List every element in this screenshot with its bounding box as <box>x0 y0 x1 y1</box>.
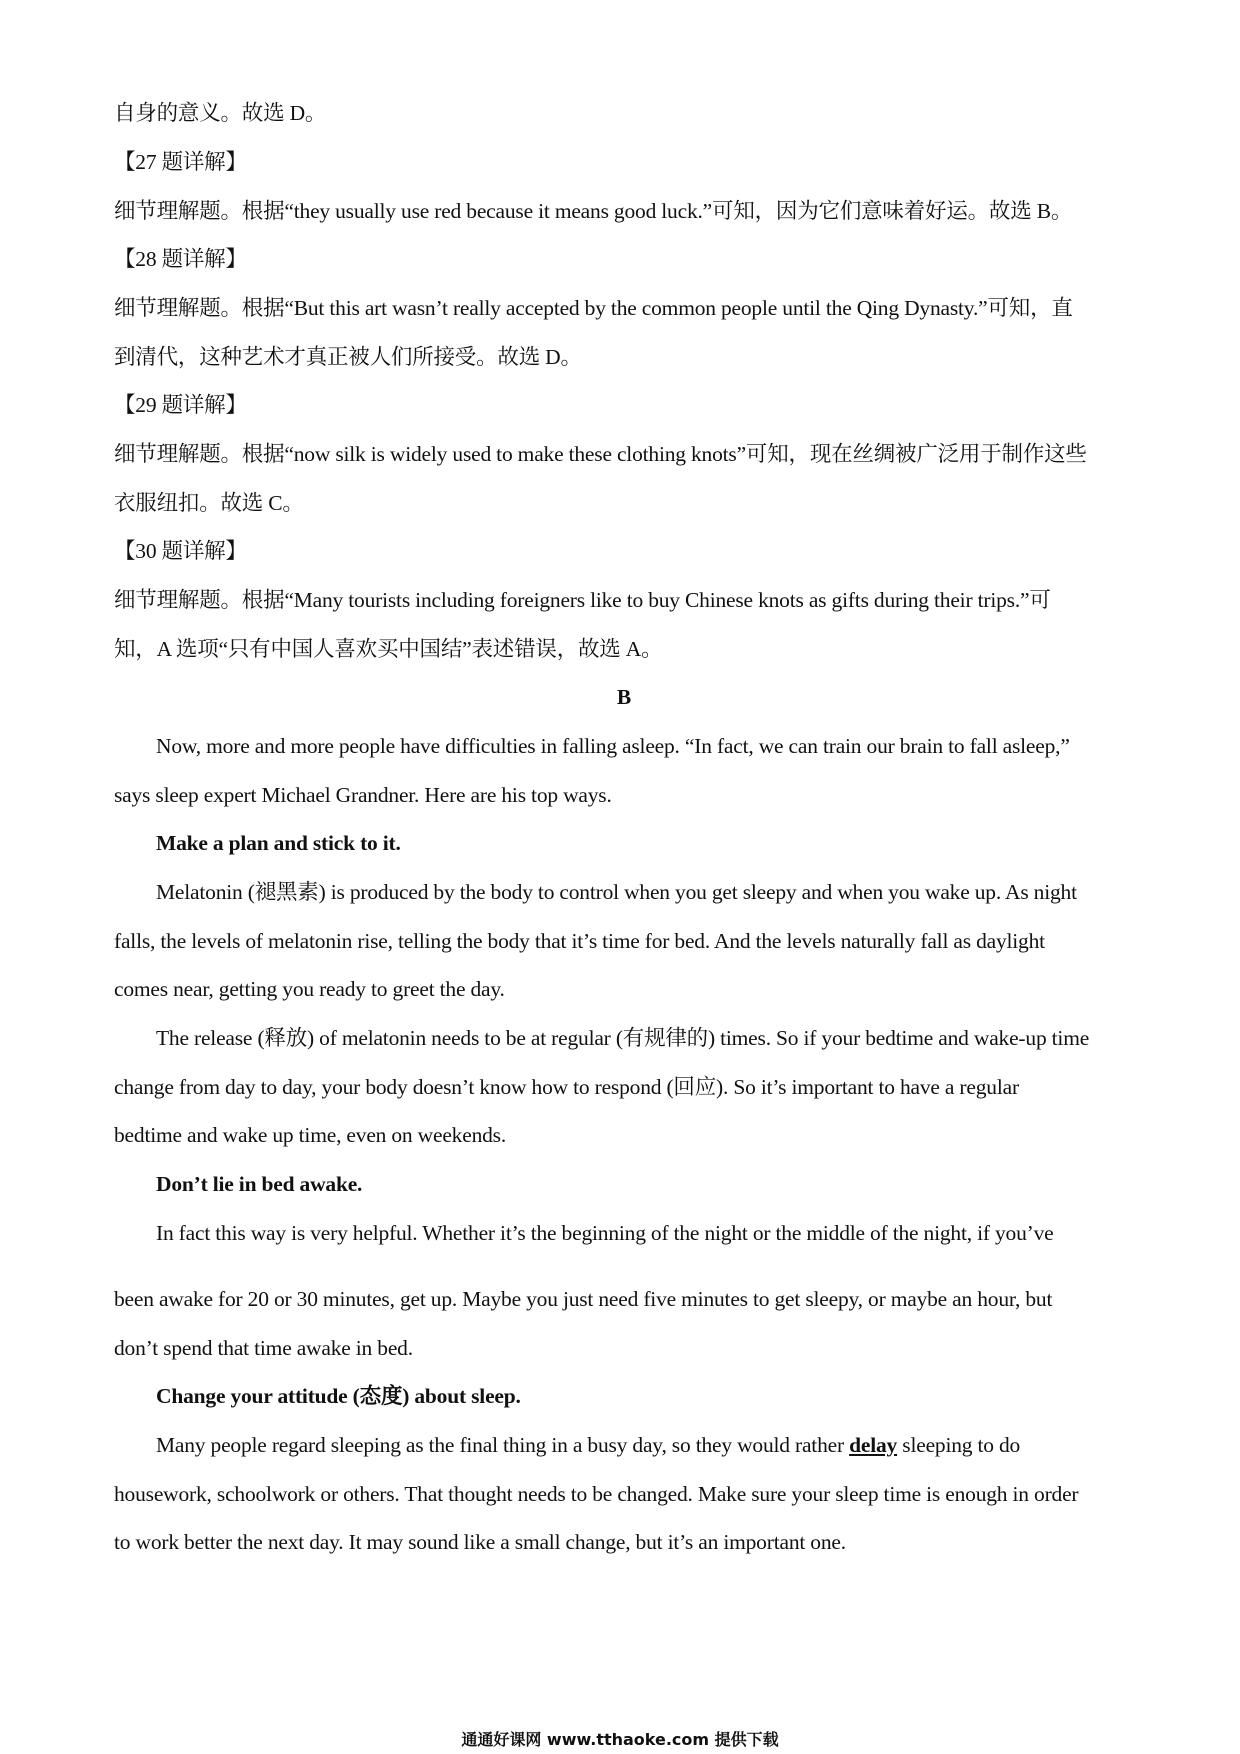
q27-heading: 【27 题详解】 <box>114 150 247 174</box>
passage-paragraph-3-line-2: change from day to day, your body doesn’t know how to respond (回应). So it’s important to have a regular <box>114 1075 1019 1099</box>
q27-explanation: 细节理解题。根据“they usually use red because it means good luck.”可知，因为它们意味着好运。故选 B。 <box>114 199 1073 223</box>
passage-paragraph-4-line-1: In fact this way is very helpful. Whether it’s the beginning of the night or the middle of the night, if you’ve <box>156 1221 1054 1245</box>
q28-explanation-line-1: 细节理解题。根据“But this art wasn’t really accepted by the common people until the Qing Dynasty.”可知，直 <box>114 296 1073 320</box>
page-footer: 通通好课网 www.tthaoke.com 提供下载 <box>461 1730 779 1749</box>
passage-paragraph-5-line-2: housework, schoolwork or others. That thought needs to be changed. Make sure your sleep time is enough in order <box>114 1482 1079 1506</box>
passage-paragraph-2-line-3: comes near, getting you ready to greet the day. <box>114 977 505 1001</box>
q29-explanation-line-1: 细节理解题。根据“now silk is widely used to make these clothing knots”可知，现在丝绸被广泛用于制作这些 <box>114 442 1087 466</box>
passage-paragraph-5-line-3: to work better the next day. It may sound like a small change, but it’s an important one. <box>114 1530 846 1554</box>
paragraph-5-text-after: sleeping to do <box>897 1433 1021 1457</box>
passage-paragraph-4-line-2: been awake for 20 or 30 minutes, get up. Maybe you just need five minutes to get sleepy, or maybe an hour, but <box>114 1287 1053 1311</box>
passage-paragraph-3-line-1: The release (释放) of melatonin needs to be at regular (有规律的) times. So if your bedtime and wake-up time <box>156 1026 1090 1050</box>
subheading-dont-lie-awake: Don’t lie in bed awake. <box>156 1172 363 1196</box>
passage-paragraph-1-line-2: says sleep expert Michael Grandner. Here are his top ways. <box>114 783 612 807</box>
q30-heading: 【30 题详解】 <box>114 539 247 563</box>
section-heading: B <box>616 685 632 709</box>
passage-paragraph-3-line-3: bedtime and wake up time, even on weekends. <box>114 1123 507 1147</box>
paragraph-5-text-before: Many people regard sleeping as the final thing in a busy day, so they would rather <box>156 1433 850 1457</box>
q30-explanation-line-1: 细节理解题。根据“Many tourists including foreigners like to buy Chinese knots as gifts during their trips.”可 <box>114 588 1051 612</box>
subheading-make-a-plan: Make a plan and stick to it. <box>156 831 401 855</box>
passage-paragraph-5-line-1 <box>156 1430 1020 1460</box>
underlined-word-delay: delay <box>849 1433 898 1457</box>
subheading-change-attitude: Change your attitude (态度) about sleep. <box>156 1384 521 1408</box>
q30-explanation-line-2: 知，A 选项“只有中国人喜欢买中国结”表述错误，故选 A。 <box>114 637 663 661</box>
q29-explanation-line-2: 衣服纽扣。故选 C。 <box>114 491 304 515</box>
q28-explanation-line-2: 到清代，这种艺术才真正被人们所接受。故选 D。 <box>114 345 582 369</box>
passage-paragraph-4-line-3: don’t spend that time awake in bed. <box>114 1336 413 1360</box>
answer-line: 自身的意义。故选 D。 <box>114 101 327 125</box>
q29-heading: 【29 题详解】 <box>114 393 247 417</box>
passage-paragraph-2-line-2: falls, the levels of melatonin rise, telling the body that it’s time for bed. And the levels naturally fall as daylight <box>114 929 1045 953</box>
q28-heading: 【28 题详解】 <box>114 247 247 271</box>
passage-paragraph-1-line-1: Now, more and more people have difficulties in falling asleep. “In fact, we can train our brain to fall asleep,” <box>156 734 1070 758</box>
passage-paragraph-2-line-1: Melatonin (褪黑素) is produced by the body to control when you get sleepy and when you wake up. As night <box>156 880 1077 904</box>
